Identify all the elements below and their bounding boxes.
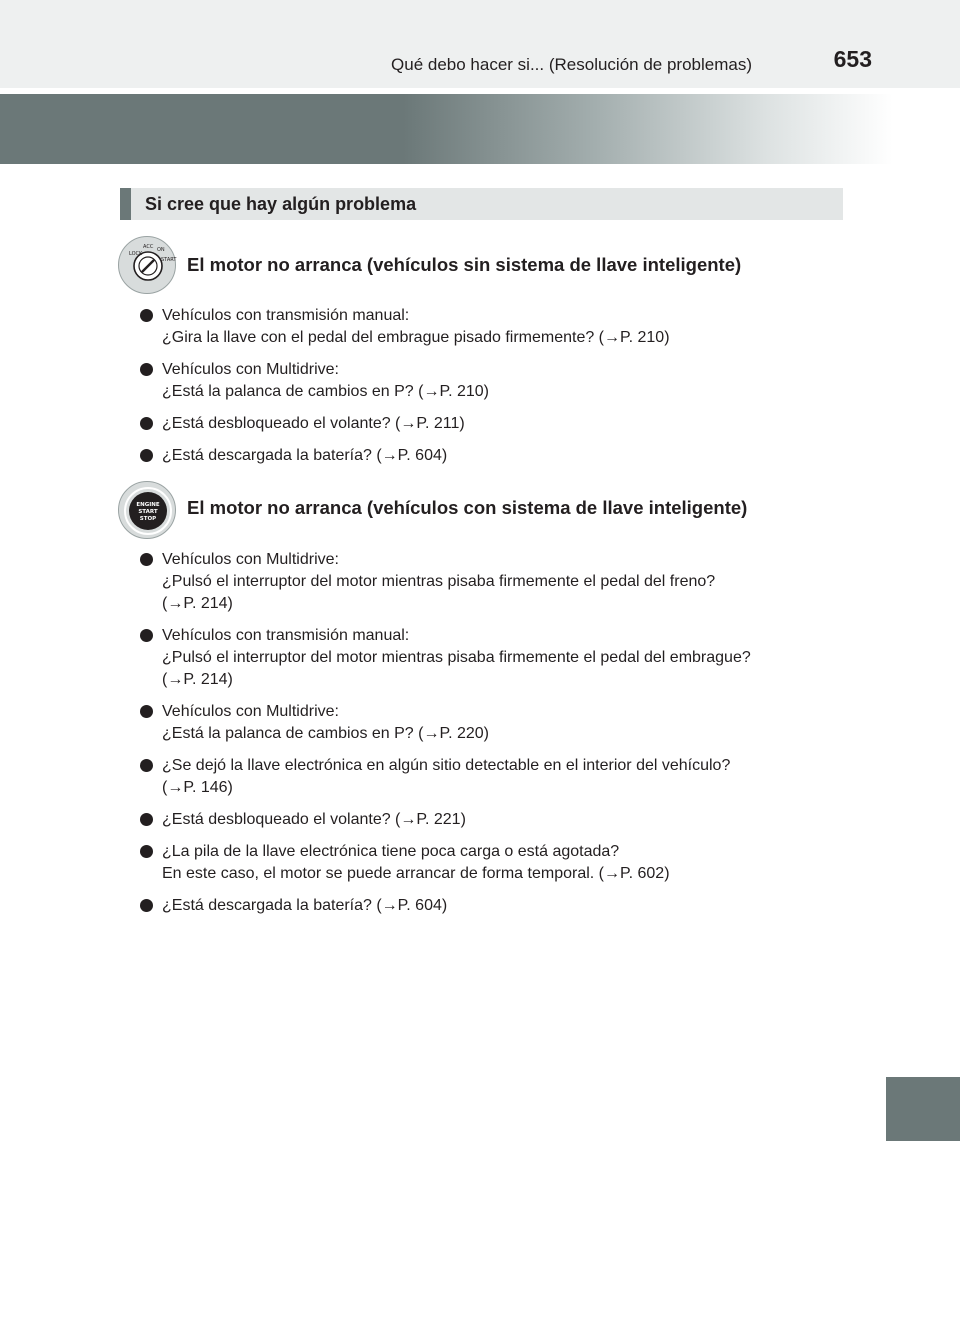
icon-label-engine: ENGINE <box>136 502 160 508</box>
bullet-icon <box>140 705 153 718</box>
icon-label-acc: ACC <box>143 244 154 250</box>
page-number: 653 <box>833 46 872 72</box>
list-item <box>140 359 860 403</box>
bullet-icon <box>140 759 153 772</box>
item-line: ¿Está la palanca de cambios en P? (→P. 210) <box>162 383 489 400</box>
header-title: Qué debo hacer si... (Resolución de problemas) <box>391 55 752 74</box>
item-line: ¿Gira la llave con el pedal del embrague pisado firmemente? (→P. 210) <box>162 329 670 346</box>
list-item <box>140 809 860 831</box>
bullet-icon <box>140 363 153 376</box>
item-line: ¿Pulsó el interruptor del motor mientras pisaba firmemente el pedal del embrague? <box>162 649 751 666</box>
list-item <box>140 895 860 917</box>
item-line: ¿Está la palanca de cambios en P? (→P. 220) <box>162 725 489 742</box>
engine-start-stop-icon <box>118 481 176 539</box>
checklist-smart-key <box>140 549 860 917</box>
icon-label-on: ON <box>157 247 165 253</box>
bullet-icon <box>140 813 153 826</box>
section-title-bar <box>120 188 843 220</box>
item-line: Vehículos con Multidrive: <box>162 703 339 720</box>
icon-label-stop: STOP <box>139 516 157 522</box>
page-header <box>0 0 960 88</box>
icon-label-start: START <box>138 509 158 515</box>
item-line: Vehículos con transmisión manual: <box>162 307 410 324</box>
list-item <box>140 549 860 615</box>
item-line: ¿Está descargada la batería? (→P. 604) <box>162 897 448 914</box>
list-item <box>140 413 860 435</box>
icon-label-start: START <box>161 257 177 263</box>
item-line: ¿Está desbloqueado el volante? (→P. 221) <box>162 811 466 828</box>
list-item <box>140 841 860 885</box>
item-line: ¿Pulsó el interruptor del motor mientras pisaba firmemente el pedal del freno? <box>162 573 716 590</box>
bullet-icon <box>140 629 153 642</box>
item-line: ¿La pila de la llave electrónica tiene poca carga o está agotada? <box>162 843 620 860</box>
checklist-no-smart-key <box>140 305 860 467</box>
list-item <box>140 305 860 349</box>
list-item <box>140 701 860 745</box>
item-line: ¿Se dejó la llave electrónica en algún sitio detectable en el interior del vehículo? <box>162 757 731 774</box>
item-line: Vehículos con transmisión manual: <box>162 627 410 644</box>
item-line: (→P. 146) <box>162 779 233 796</box>
ignition-key-icon <box>118 236 176 294</box>
chapter-side-tab <box>886 1077 960 1141</box>
item-line: Vehículos con Multidrive: <box>162 551 339 568</box>
item-line: ¿Está descargada la batería? (→P. 604) <box>162 447 448 464</box>
item-line: ¿Está desbloqueado el volante? (→P. 211) <box>162 415 465 432</box>
list-item <box>140 755 860 799</box>
bullet-icon <box>140 417 153 430</box>
header-gradient-band <box>0 94 960 164</box>
section-title: Si cree que hay algún problema <box>145 194 417 214</box>
bullet-icon <box>140 553 153 566</box>
subsection-title-no-smart-key: El motor no arranca (vehículos sin sistema de llave inteligente) <box>187 254 742 275</box>
item-line: (→P. 214) <box>162 595 233 612</box>
bullet-icon <box>140 899 153 912</box>
item-line: (→P. 214) <box>162 671 233 688</box>
subsection-title-smart-key: El motor no arranca (vehículos con sistema de llave inteligente) <box>187 497 748 518</box>
item-line: En este caso, el motor se puede arrancar de forma temporal. (→P. 602) <box>162 865 670 882</box>
list-item <box>140 445 860 467</box>
bullet-icon <box>140 449 153 462</box>
bullet-icon <box>140 309 153 322</box>
list-item <box>140 625 860 691</box>
item-line: Vehículos con Multidrive: <box>162 361 339 378</box>
bullet-icon <box>140 845 153 858</box>
icon-label-lock: LOCK <box>129 251 143 257</box>
